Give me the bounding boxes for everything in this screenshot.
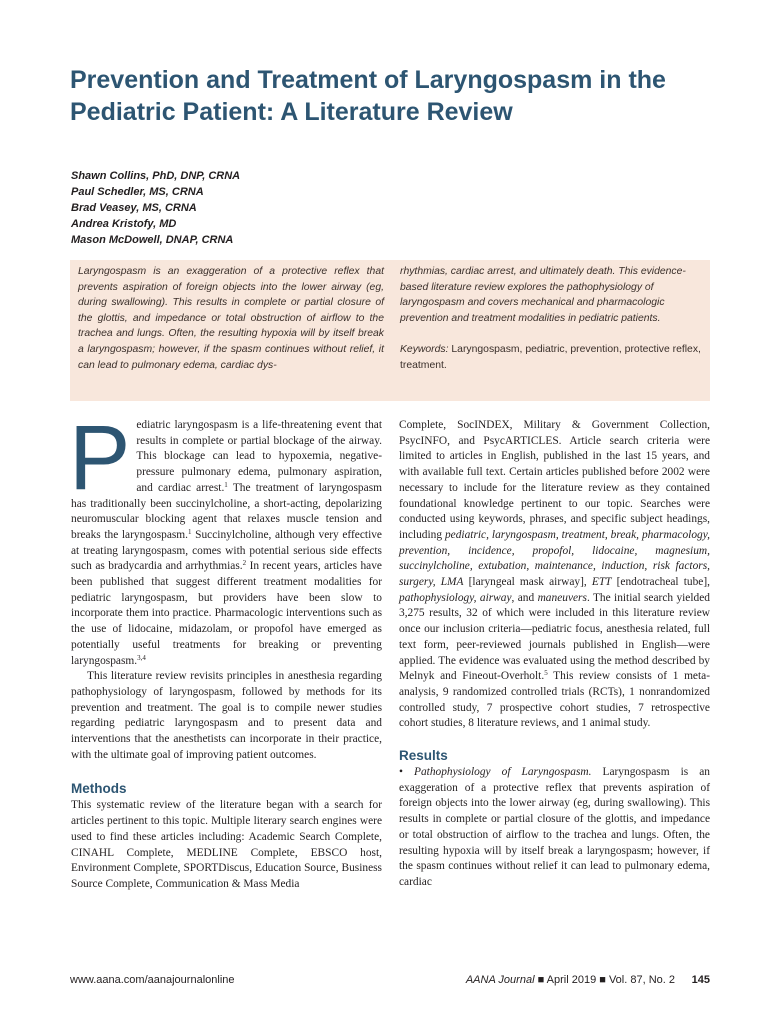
- intro-text: ediatric laryngospasm is a life-threatening event that results in complete or partial blockage of the airway. This blockage can lead to hypoxemia, negative-pressure pulmonary edema, pulmonary aspiration, and cardiac arrest.$^1$ The treatment of laryngospasm has traditionally been succinylcholine, a short-acting, depolarizing neuromuscular blocking agent that relaxes muscle tension and breaks the laryngospasm.$^1$ Succinylcholine, although very effective at treating laryngospasm, comes with potential serious side effects such as bradycardia and arrhythmias.$^2$ In recent years, articles have been published that suggest different treatment modalities for pediatric laryngospasm, but providers have been slow to incorporate them into practice. Pharmacologic interventions such as the use of lidocaine, midazolam, or propofol have emerged as potentially useful treatments for breaking or preventing laryngospasm.$^{3,4}$: [71, 419, 382, 667]
- author: Paul Schedler, MS, CRNA: [71, 186, 204, 198]
- keywords-label: Keywords:: [400, 343, 449, 355]
- issue-info: ■ April 2019 ■ Vol. 87, No. 2: [534, 974, 675, 986]
- abstract-box: [70, 260, 710, 401]
- abstract-column-right: [400, 264, 706, 373]
- intro-paragraph: [69, 407, 382, 669]
- article-title: Prevention and Treatment of Laryngospasm in the Pediatric Patient: A Literature Review: [70, 66, 666, 126]
- page-number: 145: [691, 974, 710, 986]
- intro-paragraph-2: This literature review revisits principles in anesthesia regarding pathophysiology of laryngospasm, followed by methods for its prevention and treatment. The goal is to compile newer studies regarding pediatric laryngospasm and to present data and interventions that the anesthetists can incorporate in their practice, with the ultimate goal of improving patient outcomes.: [71, 670, 382, 761]
- author-list: [71, 168, 471, 248]
- keywords: [400, 342, 706, 373]
- journal-url-link[interactable]: www.aana.com/aanajournalonline: [70, 974, 235, 986]
- journal-citation: [466, 974, 675, 986]
- author: Mason McDowell, DNAP, CRNA: [71, 234, 234, 246]
- author: Brad Veasey, MS, CRNA: [71, 202, 197, 214]
- author: Shawn Collins, PhD, DNP, CRNA: [71, 170, 241, 182]
- abstract-text-left: Laryngospasm is an exaggeration of a protective reflex that prevents aspiration of foreign objects into the lower airway (eg, during swallowing). This results in complete or partial closure of the glottis, and impedance or total obstruction of airflow to the trachea and lungs. Often, the resulting hypoxia will by itself break a laryngospasm; however, if the spasm continues without relief, it can lead to pulmonary edema, cardiac dys-: [78, 266, 384, 371]
- body-column-right: [399, 418, 710, 891]
- results-paragraph: • Pathophysiology of Laryngospasm. Laryngospasm is an exaggeration of a protective reflex that prevents aspiration of foreign objects into the lower airway (eg, during swallowing). This results in complete or partial closure of the glottis, and impedance or total obstruction of airflow to the trachea and lungs. Often, the resulting hypoxia will by itself break a laryngospasm; however, if the spasm continues without relief it can lead to pulmonary edema, cardiac: [399, 766, 710, 888]
- abstract-text-right: rhythmias, cardiac arrest, and ultimately death. This evidence-based literature review explores the pathophysiology of laryngospasm and covers mechanical and pharmacologic prevention and treatment modalities in pediatric patients.: [400, 266, 686, 324]
- author: Andrea Kristofy, MD: [71, 218, 177, 230]
- page-footer: [70, 974, 710, 990]
- body-column-left: [69, 407, 382, 893]
- methods-heading: Methods: [71, 781, 127, 797]
- methods-paragraph: This systematic review of the literature began with a search for articles pertinent to this topic. Multiple literary search engines were used to find these articles including: Academic Search Complete, CINAHL Complete, MEDLINE Complete, EBSCO host, Environment Complete, SPORTDiscus, Education Source, Business Source Complete, Communication & Mass Media: [71, 799, 382, 890]
- methods-paragraph-continued: Complete, SocINDEX, Military & Government Collection, PsycINFO, and PsycARTICLES. Article search criteria were limited to articles in English, published in the last 15 years, and with available full text. Certain articles published before 2002 were necessary to include for the literature review as they contained foundational knowledge pertinent to our topic. Searches were conducted using keywords, phrases, and specific subject headings, including pediatric, laryngospasm, treatment, break, pharmacology, prevention, incidence, propofol, lidocaine, magnesium, succinylcholine, extubation, maintenance, induction, risk factors, surgery, LMA [laryngeal mask airway], ETT [endotracheal tube], pathophysiology, airway, and maneuvers. The initial search yielded 3,275 results, 32 of which were included in this literature review once our inclusion criteria—pediatric focus, anesthesia related, full text form, peer-reviewed journals published in English—were applied. The evidence was evaluated using the method described by Melnyk and Fineout-Overholt.$^5$ This review consists of 1 meta-analysis, 9 randomized controlled trials (RCTs), 1 nonrandomized controlled study, 7 prospective cohort studies, 7 retrospective cohort studies, 8 literature reviews, and 1 animal study.: [399, 419, 710, 730]
- results-heading: Results: [399, 748, 448, 764]
- drop-cap: P: [69, 407, 131, 509]
- journal-name: AANA Journal: [465, 974, 535, 986]
- abstract-column-left: [78, 264, 384, 373]
- keywords-text: Laryngospasm, pediatric, prevention, protective reflex, treatment.: [400, 343, 701, 371]
